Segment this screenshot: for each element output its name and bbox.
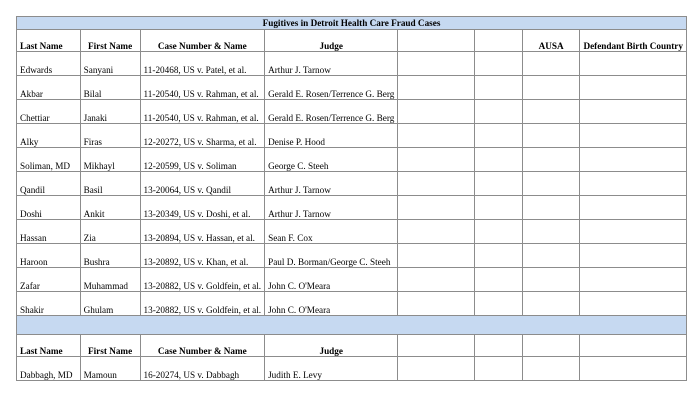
case-cell: 12-20599, US v. Soliman — [140, 148, 265, 172]
first-name-cell: Mamoun — [80, 357, 140, 381]
last-name-cell: Qandil — [17, 172, 81, 196]
header-ausa: AUSA — [522, 30, 580, 52]
table-row — [17, 76, 687, 100]
empty-cell — [398, 100, 475, 124]
case-cell: 11-20540, US v. Rahman, et al. — [140, 76, 265, 100]
last-name-cell: Haroon — [17, 244, 81, 268]
judge-cell: Judith E. Levy — [265, 357, 398, 381]
header-blank-1 — [398, 30, 475, 52]
last-name-cell: Edwards — [17, 52, 81, 76]
last-name-cell: Alky — [17, 124, 81, 148]
header-blank-2 — [475, 30, 522, 52]
empty-cell — [580, 100, 687, 124]
empty-cell — [522, 244, 580, 268]
empty-cell — [475, 76, 522, 100]
header-last-name: Last Name — [17, 30, 81, 52]
empty-cell — [580, 220, 687, 244]
table-row — [17, 148, 687, 172]
empty-cell — [398, 76, 475, 100]
empty-cell — [522, 268, 580, 292]
judge-cell: John C. O'Meara — [265, 268, 398, 292]
first-name-cell: Mikhayl — [80, 148, 140, 172]
first-name-cell: Firas — [80, 124, 140, 148]
case-cell: 13-20349, US v. Doshi, et al. — [140, 196, 265, 220]
empty-cell — [522, 100, 580, 124]
empty-cell — [580, 148, 687, 172]
empty-cell — [475, 172, 522, 196]
empty-cell — [398, 244, 475, 268]
table-row — [17, 357, 687, 381]
empty-cell — [398, 357, 475, 381]
header-case-number: Case Number & Name — [140, 30, 265, 52]
empty-cell — [580, 196, 687, 220]
empty-cell — [522, 52, 580, 76]
judge-cell: John C. O'Meara — [265, 292, 398, 316]
judge-cell: Paul D. Borman/George C. Steeh — [265, 244, 398, 268]
empty-cell — [580, 244, 687, 268]
case-cell: 13-20064, US v. Qandil — [140, 172, 265, 196]
empty-cell — [522, 292, 580, 316]
header2-blank-3 — [522, 335, 580, 357]
judge-cell: Arthur J. Tarnow — [265, 52, 398, 76]
header-first-name: First Name — [80, 30, 140, 52]
judge-cell: Arthur J. Tarnow — [265, 172, 398, 196]
header2-blank-2 — [475, 335, 522, 357]
empty-cell — [475, 100, 522, 124]
table-row — [17, 52, 687, 76]
table-row — [17, 292, 687, 316]
judge-cell: Gerald E. Rosen/Terrence G. Berg — [265, 100, 398, 124]
empty-cell — [522, 124, 580, 148]
case-cell: 13-20882, US v. Goldfein, et al. — [140, 292, 265, 316]
empty-cell — [398, 148, 475, 172]
empty-cell — [475, 292, 522, 316]
section-divider — [17, 316, 687, 335]
case-cell: 13-20894, US v. Hassan, et al. — [140, 220, 265, 244]
empty-cell — [398, 172, 475, 196]
empty-cell — [580, 172, 687, 196]
case-cell: 11-20540, US v. Rahman, et al. — [140, 100, 265, 124]
judge-cell: Gerald E. Rosen/Terrence G. Berg — [265, 76, 398, 100]
first-name-cell: Ghulam — [80, 292, 140, 316]
last-name-cell: Dabbagh, MD — [17, 357, 81, 381]
table-row — [17, 268, 687, 292]
last-name-cell: Hassan — [17, 220, 81, 244]
empty-cell — [522, 172, 580, 196]
table-title: Fugitives in Detroit Health Care Fraud Cases — [17, 17, 687, 30]
header2-judge: Judge — [265, 335, 398, 357]
empty-cell — [398, 124, 475, 148]
last-name-cell: Shakir — [17, 292, 81, 316]
empty-cell — [522, 220, 580, 244]
empty-cell — [580, 124, 687, 148]
fugitives-table — [16, 16, 687, 381]
empty-cell — [522, 148, 580, 172]
first-name-cell: Bushra — [80, 244, 140, 268]
first-name-cell: Sanyani — [80, 52, 140, 76]
header2-first-name: First Name — [80, 335, 140, 357]
header2-blank-1 — [398, 335, 475, 357]
header2-last-name: Last Name — [17, 335, 81, 357]
table-row — [17, 244, 687, 268]
empty-cell — [475, 196, 522, 220]
judge-cell: Denise P. Hood — [265, 124, 398, 148]
empty-cell — [580, 292, 687, 316]
first-name-cell: Basil — [80, 172, 140, 196]
empty-cell — [475, 124, 522, 148]
empty-cell — [475, 220, 522, 244]
table-row — [17, 172, 687, 196]
case-cell: 11-20468, US v. Patel, et al. — [140, 52, 265, 76]
table-row — [17, 220, 687, 244]
last-name-cell: Doshi — [17, 196, 81, 220]
empty-cell — [580, 268, 687, 292]
case-cell: 12-20272, US v. Sharma, et al. — [140, 124, 265, 148]
empty-cell — [522, 76, 580, 100]
header-birth-country: Defendant Birth Country — [580, 30, 687, 52]
last-name-cell: Chettiar — [17, 100, 81, 124]
empty-cell — [398, 196, 475, 220]
header2-blank-4 — [580, 335, 687, 357]
empty-cell — [475, 244, 522, 268]
empty-cell — [580, 52, 687, 76]
empty-cell — [522, 196, 580, 220]
empty-cell — [398, 52, 475, 76]
header-judge: Judge — [265, 30, 398, 52]
empty-cell — [580, 357, 687, 381]
empty-cell — [398, 268, 475, 292]
header-row-2 — [17, 335, 687, 357]
judge-cell: Arthur J. Tarnow — [265, 196, 398, 220]
first-name-cell: Ankit — [80, 196, 140, 220]
judge-cell: Sean F. Cox — [265, 220, 398, 244]
header2-case-number: Case Number & Name — [140, 335, 265, 357]
first-name-cell: Janaki — [80, 100, 140, 124]
last-name-cell: Soliman, MD — [17, 148, 81, 172]
empty-cell — [522, 357, 580, 381]
table-row — [17, 124, 687, 148]
case-cell: 13-20882, US v. Goldfein, et al. — [140, 268, 265, 292]
last-name-cell: Zafar — [17, 268, 81, 292]
empty-cell — [580, 76, 687, 100]
judge-cell: George C. Steeh — [265, 148, 398, 172]
empty-cell — [475, 357, 522, 381]
table-row — [17, 196, 687, 220]
empty-cell — [398, 220, 475, 244]
empty-cell — [475, 148, 522, 172]
empty-cell — [475, 268, 522, 292]
empty-cell — [475, 52, 522, 76]
first-name-cell: Bilal — [80, 76, 140, 100]
divider-cell — [17, 316, 687, 335]
empty-cell — [398, 292, 475, 316]
case-cell: 13-20892, US v. Khan, et al. — [140, 244, 265, 268]
header-row — [17, 30, 687, 52]
last-name-cell: Akbar — [17, 76, 81, 100]
first-name-cell: Zia — [80, 220, 140, 244]
table-row — [17, 100, 687, 124]
case-cell: 16-20274, US v. Dabbagh — [140, 357, 265, 381]
first-name-cell: Muhammad — [80, 268, 140, 292]
